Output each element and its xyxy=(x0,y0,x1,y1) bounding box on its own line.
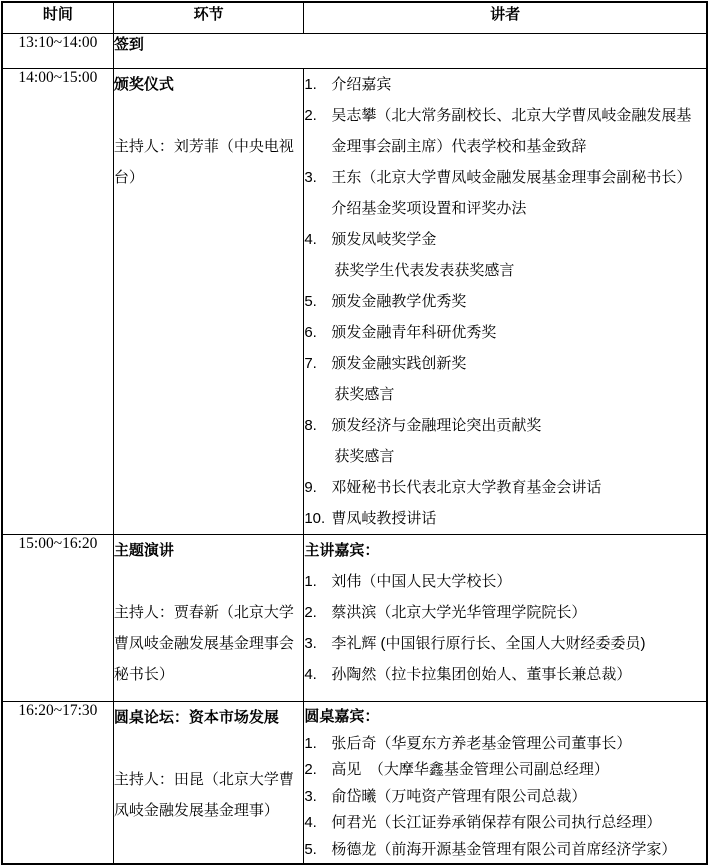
speaker-list-heading: 主讲嘉宾： xyxy=(304,541,380,559)
speaker-item xyxy=(304,472,706,503)
item-number: 4. xyxy=(304,814,317,831)
item-text: 颁发金融教学优秀奖 xyxy=(331,292,467,310)
speakers-cell xyxy=(304,701,707,864)
item-number: 2. xyxy=(304,761,317,778)
column-header-speaker: 讲者 xyxy=(304,2,707,33)
item-text: 吴志攀（北大常务副校长、北京大学曹凤岐金融发展基金理事会副主席）代表学校和基金致辞 xyxy=(331,106,692,155)
column-header-time: 时间 xyxy=(2,2,113,33)
item-text: 俞岱曦（万吨资产管理有限公司总裁） xyxy=(331,787,587,805)
time-cell: 15:00~16:20 xyxy=(2,534,113,701)
item-text: 颁发金融实践创新奖 xyxy=(331,354,467,372)
item-text: 高见 （大摩华鑫基金管理公司副总经理） xyxy=(331,761,609,778)
speaker-item xyxy=(304,837,706,864)
item-text: 王东（北京大学曹凤岐金融发展基金理事会副秘书长）介绍基金奖项设置和评奖办法 xyxy=(331,168,692,217)
item-text: 何君光（长江证券承销保荐有限公司执行总经理） xyxy=(331,814,662,831)
speaker-item xyxy=(304,731,706,758)
speaker-item xyxy=(304,224,706,255)
time-cell: 13:10~14:00 xyxy=(2,33,113,68)
table-row-award-ceremony xyxy=(2,68,707,534)
session-title-signin: 签到 xyxy=(113,33,707,68)
item-text: 颁发金融青年科研优秀奖 xyxy=(331,323,497,341)
speaker-item xyxy=(304,566,706,597)
speaker-item xyxy=(304,810,706,837)
item-text: 介绍嘉宾 xyxy=(331,75,392,93)
item-text: 杨德龙（前海开源基金管理有限公司首席经济学家） xyxy=(331,840,677,858)
column-header-session: 环节 xyxy=(113,2,304,33)
item-number: 5. xyxy=(304,292,317,310)
item-text: 邓娅秘书长代表北京大学教育基金会讲话 xyxy=(331,478,602,496)
time-cell: 16:20~17:30 xyxy=(2,701,113,864)
item-number: 1. xyxy=(304,734,317,752)
item-text: 蔡洪滨（北京大学光华管理学院院长） xyxy=(331,603,587,621)
speakers-cell xyxy=(304,534,707,701)
speaker-item xyxy=(304,503,706,534)
speaker-item xyxy=(304,317,706,348)
speaker-item xyxy=(304,628,706,659)
table-row-signin xyxy=(2,33,707,68)
item-number: 5. xyxy=(304,840,317,858)
item-subline: 获奖感言 xyxy=(334,447,395,465)
item-number: 4. xyxy=(304,665,317,683)
session-title: 主题演讲 xyxy=(113,541,174,559)
item-number: 3. xyxy=(304,787,317,805)
item-number: 3. xyxy=(304,168,317,186)
table-row-roundtable xyxy=(2,701,707,864)
item-number: 4. xyxy=(304,230,317,248)
speaker-item xyxy=(304,286,706,317)
item-text: 刘伟（中国人民大学校长） xyxy=(331,572,512,590)
speaker-item xyxy=(304,410,706,441)
item-number: 2. xyxy=(304,106,317,124)
item-text: 曹凤岐教授讲话 xyxy=(331,509,437,527)
item-text: 颁发凤岐奖学金 xyxy=(331,230,437,248)
speaker-item xyxy=(304,597,706,628)
speaker-item xyxy=(304,757,706,784)
item-number: 1. xyxy=(304,572,317,590)
session-title: 圆桌论坛：资本市场发展 xyxy=(113,708,279,726)
session-cell xyxy=(113,534,304,701)
session-host: 主持人：田昆（北京大学曹凤岐金融发展基金理事） xyxy=(113,770,294,819)
speaker-item xyxy=(304,348,706,379)
speaker-list xyxy=(304,69,706,534)
table-row-keynote xyxy=(2,534,707,701)
speaker-item xyxy=(304,659,706,690)
item-text: 李礼辉 (中国银行原行长、全国人大财经委委员) xyxy=(331,634,646,652)
speaker-item xyxy=(304,69,706,100)
speaker-item xyxy=(304,162,706,224)
speakers-cell xyxy=(304,68,707,534)
speaker-list xyxy=(304,731,706,864)
speaker-list xyxy=(304,566,706,690)
item-number: 7. xyxy=(304,354,317,372)
speaker-item xyxy=(304,784,706,811)
agenda-table xyxy=(1,1,708,865)
item-number: 3. xyxy=(304,634,317,652)
item-text: 张后奇（华夏东方养老基金管理公司董事长） xyxy=(331,734,632,752)
session-cell xyxy=(113,68,304,534)
item-number: 8. xyxy=(304,416,317,434)
item-subline: 获奖学生代表发表获奖感言 xyxy=(334,261,515,279)
item-subline: 获奖感言 xyxy=(334,385,395,403)
session-title: 颁奖仪式 xyxy=(113,75,174,93)
time-cell: 14:00~15:00 xyxy=(2,68,113,534)
item-text: 孙陶然（拉卡拉集团创始人、董事长兼总裁） xyxy=(331,665,632,683)
speaker-list-heading: 圆桌嘉宾： xyxy=(304,707,380,725)
item-number: 1. xyxy=(304,75,317,93)
session-cell xyxy=(113,701,304,864)
session-host: 主持人：贾春新（北京大学曹凤岐金融发展基金理事会秘书长） xyxy=(113,603,294,683)
item-text: 颁发经济与金融理论突出贡献奖 xyxy=(331,416,542,434)
item-number: 6. xyxy=(304,323,317,341)
session-host: 主持人：刘芳菲（中央电视台） xyxy=(113,137,294,186)
item-number: 2. xyxy=(304,603,317,621)
item-number: 10. xyxy=(304,509,326,527)
speaker-item xyxy=(304,100,706,162)
header-row xyxy=(2,2,707,33)
item-number: 9. xyxy=(304,478,317,496)
